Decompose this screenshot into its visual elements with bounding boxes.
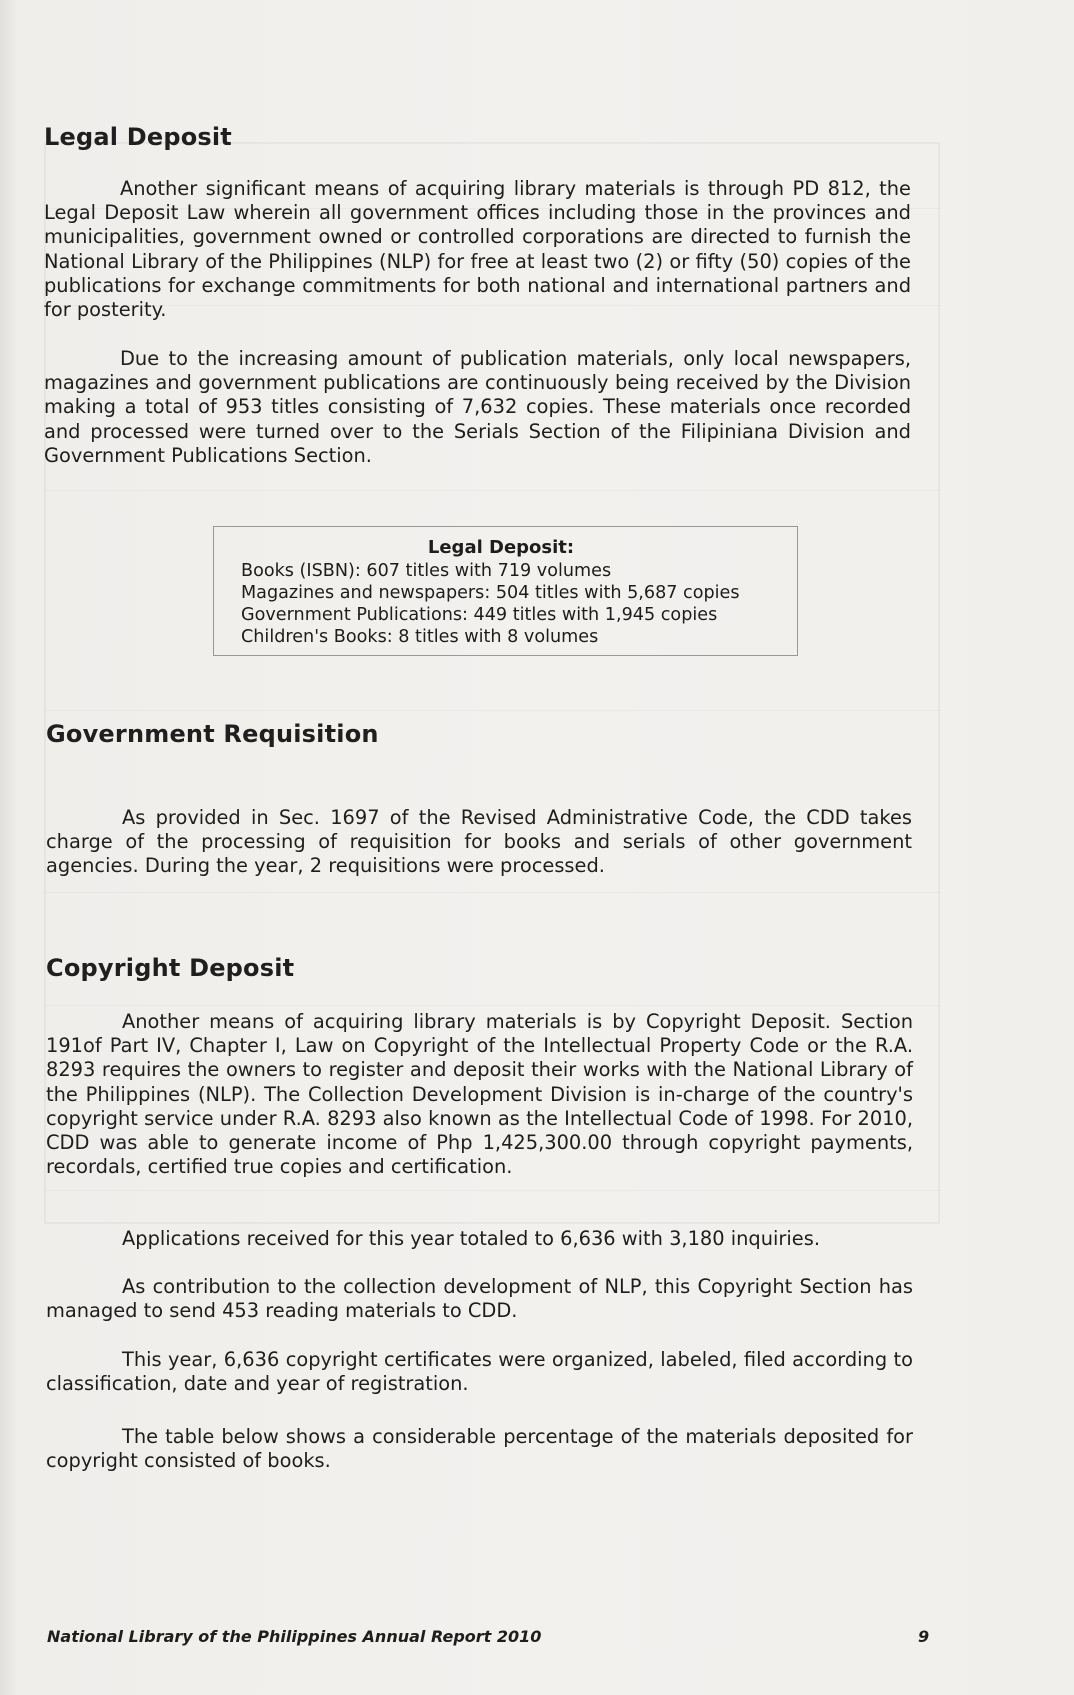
legal-deposit-box-line-childrens: Children's Books: 8 titles with 8 volumes: [241, 627, 599, 647]
copyright-deposit-heading: Copyright Deposit: [46, 954, 295, 982]
legal-deposit-box-title: Legal Deposit:: [427, 537, 575, 558]
legal-deposit-paragraph-1: Another significant means of acquiring library materials is through PD 812, the Legal Deposit Law wherein all government offices including those in the provinces and municipalities, government owned or controlled corporations are directed to furnish the National Library of the Philippines (NLP) for free at least two (2) or fifty (50) copies of the publications for exchange commitments for both national and international partners and for posterity.: [44, 177, 911, 322]
copyright-deposit-paragraph-1: Another means of acquiring library materials is by Copyright Deposit. Section 191of Part IV, Chapter I, Law on Copyright of the Intellectual Property Code or the R.A. 8293 requires the owners to register and deposit their works with the National Library of the Philippines (NLP). The Collection Development Division is in-charge of the country's copyright service under R.A. 8293 also known as the Intellectual Code of 1998. For 2010, CDD was able to generate income of Php 1,425,300.00 through copyright payments, recordals, certified true copies and certification.: [46, 1010, 913, 1179]
copyright-deposit-paragraph-4: This year, 6,636 copyright certificates were organized, labeled, filed according to classification, date and year of registration.: [46, 1348, 913, 1396]
government-requisition-heading: Government Requisition: [46, 720, 379, 748]
government-requisition-paragraph: As provided in Sec. 1697 of the Revised Administrative Code, the CDD takes charge of the processing of requisition for books and serials of other government agencies. During the year, 2 requisitions were processed.: [46, 806, 912, 878]
bleed-through-rule: [44, 1005, 940, 1006]
footer-report-title: National Library of the Philippines Annual Report 2010: [47, 1627, 542, 1646]
legal-deposit-box-line-government: Government Publications: 449 titles with 1,945 copies: [241, 605, 718, 625]
bleed-through-rule: [44, 490, 940, 491]
legal-deposit-paragraph-2: Due to the increasing amount of publication materials, only local newspapers, magazines and government publications are continuously being received by the Division making a total of 953 titles consisting of 7,632 copies. These materials once recorded and processed were turned over to the Serials Section of the Filipiniana Division and Government Publications Section.: [44, 347, 911, 467]
copyright-deposit-paragraph-2: Applications received for this year totaled to 6,636 with 3,180 inquiries.: [122, 1227, 820, 1250]
legal-deposit-heading: Legal Deposit: [44, 123, 232, 151]
copyright-deposit-paragraph-3: As contribution to the collection development of NLP, this Copyright Section has managed to send 453 reading materials to CDD.: [46, 1275, 913, 1323]
page-number: 9: [918, 1627, 930, 1646]
bleed-through-rule: [44, 1190, 940, 1191]
bleed-through-rule: [44, 710, 940, 711]
legal-deposit-box-line-magazines: Magazines and newspapers: 504 titles with 5,687 copies: [241, 583, 740, 603]
legal-deposit-summary-box: [213, 526, 798, 656]
copyright-deposit-paragraph-5: The table below shows a considerable percentage of the materials deposited for copyright consisted of books.: [46, 1425, 913, 1473]
bleed-through-rule: [44, 892, 940, 893]
legal-deposit-box-line-books: Books (ISBN): 607 titles with 719 volumes: [241, 561, 612, 581]
